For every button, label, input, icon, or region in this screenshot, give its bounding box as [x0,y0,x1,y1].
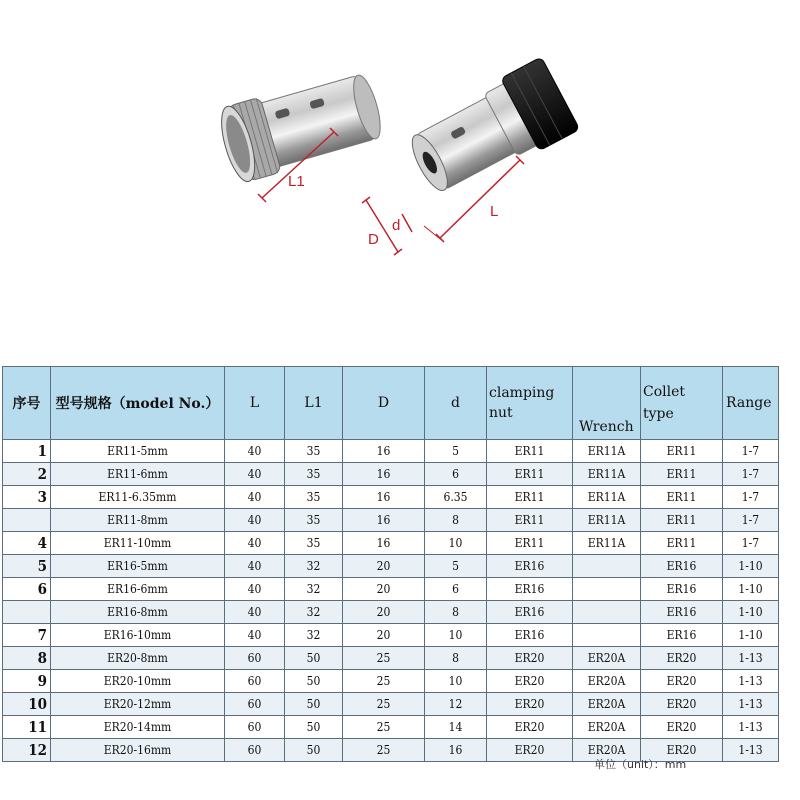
cell-model: ER11-5mm [51,440,225,463]
header-d-outer: D [343,367,425,440]
cell-model: ER20-12mm [51,693,225,716]
cell-collet-type: ER11 [641,509,723,532]
table-row [3,578,779,601]
cell-index: 11 [3,716,51,739]
table-row [3,670,779,693]
cell-clamping-nut: ER11 [487,463,573,486]
cell-index [3,601,51,624]
cell-collet-type: ER11 [641,486,723,509]
cell-collet-type: ER16 [641,624,723,647]
cell-wrench: ER11A [573,486,641,509]
cell-range: 1-7 [723,532,779,555]
cell-index [3,509,51,532]
header-clamping-nut-line1: clamping [489,385,555,401]
cell-model: ER20-16mm [51,739,225,762]
cell-model: ER20-8mm [51,647,225,670]
cell-model: ER11-10mm [51,532,225,555]
cell-collet-type: ER11 [641,532,723,555]
cell-d-outer: 20 [343,601,425,624]
cell-range: 1-10 [723,578,779,601]
cell-l1: 35 [285,463,343,486]
cell-range: 1-13 [723,716,779,739]
cell-range: 1-7 [723,486,779,509]
cell-clamping-nut: ER16 [487,624,573,647]
cell-d-inner: 6.35 [425,486,487,509]
cell-l1: 50 [285,647,343,670]
cell-index: 12 [3,739,51,762]
cell-d-inner: 6 [425,578,487,601]
cell-collet-type: ER16 [641,601,723,624]
cell-d-inner: 10 [425,624,487,647]
cell-clamping-nut: ER20 [487,716,573,739]
cell-clamping-nut: ER16 [487,578,573,601]
holder-threaded-image [215,67,387,185]
cell-d-inner: 10 [425,532,487,555]
cell-d-outer: 16 [343,463,425,486]
cell-wrench: ER20A [573,739,641,762]
cell-clamping-nut: ER20 [487,739,573,762]
cell-l: 60 [225,670,285,693]
d-inner-label: d [392,217,401,234]
table-row [3,716,779,739]
cell-wrench [573,555,641,578]
cell-l1: 35 [285,532,343,555]
cell-clamping-nut: ER20 [487,670,573,693]
cell-wrench: ER11A [573,463,641,486]
cell-l1: 32 [285,578,343,601]
cell-d-outer: 20 [343,624,425,647]
cell-l: 60 [225,693,285,716]
cell-clamping-nut: ER11 [487,532,573,555]
cell-l: 40 [225,486,285,509]
holder-with-nut-image [401,57,580,204]
cell-index: 1 [3,440,51,463]
header-clamping-nut [487,367,573,440]
header-l: L [225,367,285,440]
table-row [3,601,779,624]
cell-l1: 50 [285,739,343,762]
cell-d-outer: 25 [343,693,425,716]
header-l1: L1 [285,367,343,440]
table-row [3,440,779,463]
cell-l: 40 [225,624,285,647]
cell-index: 4 [3,532,51,555]
table-header-row [3,367,779,440]
unit-note: 单位（unit）：mm [594,758,687,771]
cell-index: 2 [3,463,51,486]
cell-wrench: ER11A [573,509,641,532]
cell-model: ER16-8mm [51,601,225,624]
cell-clamping-nut: ER11 [487,440,573,463]
cell-d-inner: 8 [425,509,487,532]
header-range: Range [723,367,779,440]
cell-l1: 35 [285,440,343,463]
cell-d-outer: 16 [343,440,425,463]
cell-range: 1-13 [723,739,779,762]
header-collet-line2: type [643,406,674,422]
cell-range: 1-7 [723,463,779,486]
cell-clamping-nut: ER11 [487,486,573,509]
cell-model: ER11-6.35mm [51,486,225,509]
cell-d-outer: 16 [343,532,425,555]
cell-l1: 35 [285,509,343,532]
cell-l: 40 [225,440,285,463]
cell-collet-type: ER11 [641,440,723,463]
header-collet-line1: Collet [643,384,686,400]
cell-l: 60 [225,716,285,739]
cell-clamping-nut: ER20 [487,693,573,716]
header-index: 序号 [3,367,51,440]
cell-d-outer: 16 [343,509,425,532]
cell-d-inner: 5 [425,555,487,578]
cell-collet-type: ER20 [641,716,723,739]
cell-l: 40 [225,509,285,532]
cell-wrench: ER11A [573,532,641,555]
cell-clamping-nut: ER11 [487,509,573,532]
header-d-inner: d [425,367,487,440]
cell-wrench [573,578,641,601]
cell-d-outer: 25 [343,716,425,739]
cell-d-inner: 8 [425,601,487,624]
cell-d-outer: 16 [343,486,425,509]
cell-range: 1-10 [723,601,779,624]
cell-range: 1-7 [723,509,779,532]
cell-index: 10 [3,693,51,716]
cell-d-outer: 20 [343,555,425,578]
cell-wrench: ER20A [573,693,641,716]
cell-l1: 32 [285,555,343,578]
cell-index: 3 [3,486,51,509]
cell-collet-type: ER20 [641,647,723,670]
l-label: L [490,203,499,220]
cell-l: 40 [225,601,285,624]
cell-l: 60 [225,739,285,762]
cell-wrench [573,624,641,647]
cell-l: 40 [225,532,285,555]
cell-d-inner: 10 [425,670,487,693]
table-row [3,486,779,509]
cell-clamping-nut: ER20 [487,647,573,670]
cell-l: 40 [225,463,285,486]
cell-wrench [573,601,641,624]
cell-index: 7 [3,624,51,647]
cell-d-outer: 25 [343,739,425,762]
cell-collet-type: ER16 [641,555,723,578]
cell-l: 60 [225,647,285,670]
cell-index: 6 [3,578,51,601]
cell-range: 1-10 [723,624,779,647]
cell-range: 1-13 [723,647,779,670]
cell-collet-type: ER20 [641,693,723,716]
cell-index: 5 [3,555,51,578]
cell-l: 40 [225,555,285,578]
cell-range: 1-7 [723,440,779,463]
cell-l: 40 [225,578,285,601]
table-row [3,647,779,670]
cell-model: ER16-6mm [51,578,225,601]
cell-collet-type: ER20 [641,739,723,762]
cell-index: 9 [3,670,51,693]
cell-l1: 50 [285,670,343,693]
cell-wrench: ER20A [573,670,641,693]
cell-d-inner: 6 [425,463,487,486]
table-row [3,624,779,647]
cell-d-outer: 25 [343,647,425,670]
header-wrench: Wrench [573,367,641,440]
table-row [3,693,779,716]
header-clamping-nut-line2: nut [489,405,513,421]
cell-collet-type: ER11 [641,463,723,486]
cell-model: ER20-10mm [51,670,225,693]
cell-d-outer: 25 [343,670,425,693]
cell-clamping-nut: ER16 [487,555,573,578]
cell-index: 8 [3,647,51,670]
cell-wrench: ER11A [573,440,641,463]
cell-d-outer: 20 [343,578,425,601]
header-collet-type [641,367,723,440]
spec-table-body [3,440,779,762]
spec-table [2,366,779,762]
table-row [3,555,779,578]
cell-model: ER11-8mm [51,509,225,532]
table-row [3,532,779,555]
cell-l1: 32 [285,601,343,624]
cell-d-inner: 8 [425,647,487,670]
cell-d-inner: 16 [425,739,487,762]
cell-wrench: ER20A [573,647,641,670]
cell-l1: 35 [285,486,343,509]
cell-d-inner: 12 [425,693,487,716]
cell-l1: 50 [285,716,343,739]
cell-model: ER16-5mm [51,555,225,578]
cell-clamping-nut: ER16 [487,601,573,624]
cell-l1: 50 [285,693,343,716]
cell-collet-type: ER20 [641,670,723,693]
d-outer-label: D [368,231,379,248]
product-illustrations [0,0,800,330]
cell-wrench: ER20A [573,716,641,739]
cell-d-inner: 14 [425,716,487,739]
cell-d-inner: 5 [425,440,487,463]
cell-model: ER20-14mm [51,716,225,739]
cell-collet-type: ER16 [641,578,723,601]
cell-model: ER16-10mm [51,624,225,647]
cell-range: 1-13 [723,693,779,716]
l1-label: L1 [288,173,305,190]
table-row [3,509,779,532]
cell-l1: 32 [285,624,343,647]
d-inner-dimension [392,214,412,234]
cell-model: ER11-6mm [51,463,225,486]
header-model: 型号规格（model No.） [51,367,225,440]
table-row [3,463,779,486]
cell-range: 1-13 [723,670,779,693]
cell-range: 1-10 [723,555,779,578]
